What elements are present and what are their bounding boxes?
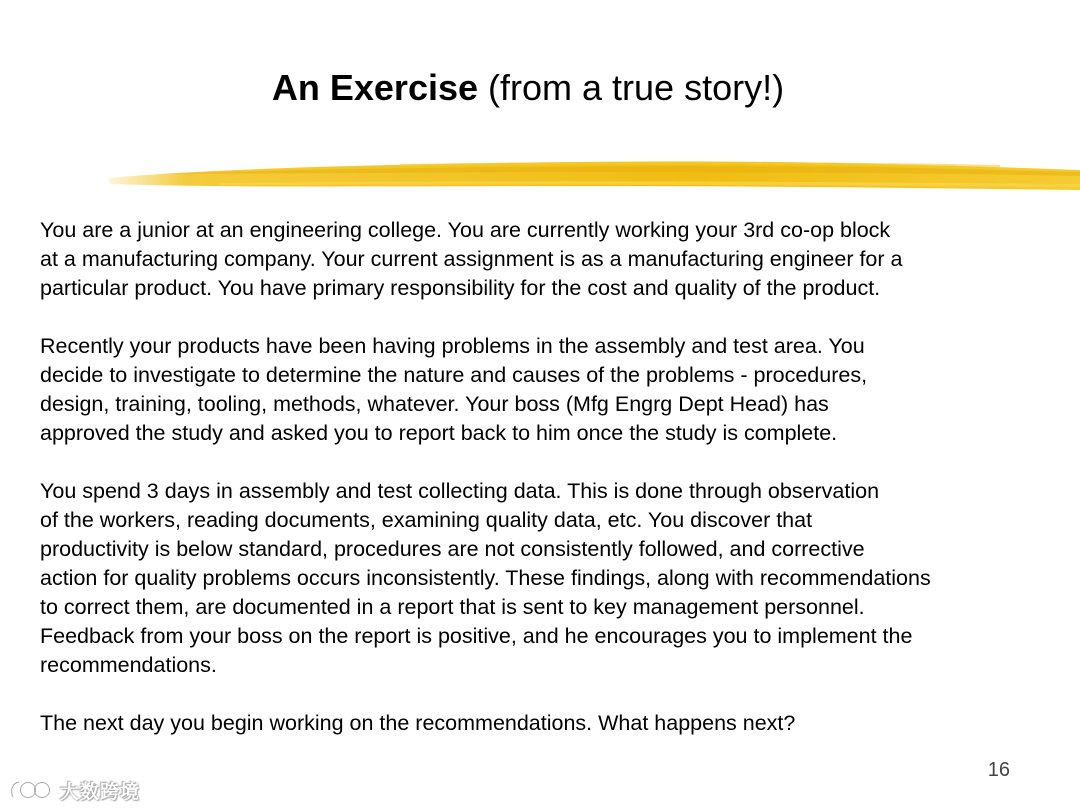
text-line: The next day you begin working on the recommendations. What happens next?: [40, 711, 796, 735]
paragraph: [40, 709, 1060, 738]
text-line: to correct them, are documented in a report that is sent to key management personnel.: [40, 595, 865, 619]
slide-title-bold: An Exercise: [271, 67, 479, 108]
text-line: You spend 3 days in assembly and test collecting data. This is done through observation: [40, 479, 880, 503]
text-line: particular product. You have primary responsibility for the cost and quality of the product.: [40, 276, 881, 300]
exercise-body: [40, 216, 1060, 767]
text-line: decide to investigate to determine the nature and causes of the problems - procedures,: [40, 363, 868, 387]
text-line: Feedback from your boss on the report is positive, and he encourages you to implement the: [40, 624, 913, 648]
page-number: 16: [987, 759, 1010, 781]
slide-title-subtitle: (from a true story!): [488, 67, 785, 108]
text-line: approved the study and asked you to report back to him once the study is complete.: [40, 421, 838, 445]
yellow-brush-stroke-divider: [100, 150, 1080, 200]
text-line: at a manufacturing company. Your current assignment is as a manufacturing engineer for a: [40, 247, 903, 271]
watermark-logo-icon: [8, 777, 54, 803]
text-line: design, training, tooling, methods, whatever. Your boss (Mfg Engrg Dept Head) has: [40, 392, 829, 416]
paragraph: [40, 332, 1060, 448]
text-line: action for quality problems occurs inconsistently. These findings, along with recommendations: [40, 566, 931, 590]
slide-title: [0, 62, 1056, 114]
paragraph: [40, 477, 1060, 680]
watermark-text: 大数跨境: [60, 781, 141, 803]
text-line: productivity is below standard, procedures are not consistently followed, and corrective: [40, 537, 865, 561]
text-line: of the workers, reading documents, examining quality data, etc. You discover that: [40, 508, 813, 532]
watermark: [8, 775, 140, 805]
paragraph: [40, 216, 1060, 303]
text-line: recommendations.: [40, 653, 217, 677]
text-line: You are a junior at an engineering college. You are currently working your 3rd co-op block: [40, 218, 891, 242]
text-line: Recently your products have been having problems in the assembly and test area. You: [40, 334, 865, 358]
